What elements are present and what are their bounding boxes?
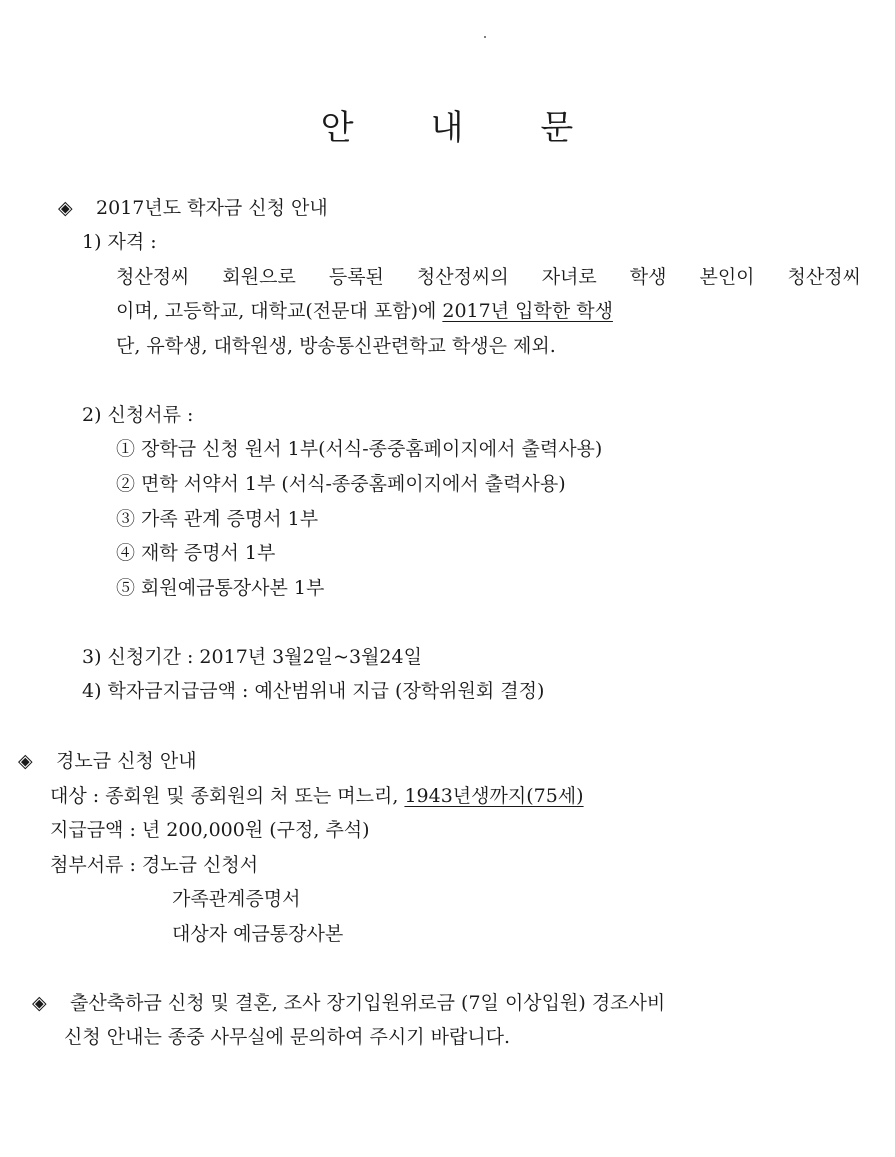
- section-text: 출산축하금 신청 및 결혼, 조사 장기입원위로금 (7일 이상입원) 경조사비: [70, 992, 666, 1014]
- section-text-line-2: 신청 안내는 종중 사무실에 문의하여 주시기 바랍니다.: [64, 1026, 511, 1048]
- text: 이며, 고등학교, 대학교(전문대 포함)에: [116, 300, 443, 322]
- word: 본인이: [699, 266, 755, 288]
- section-heading-congrats: [32, 991, 665, 1015]
- qualification-label: 1) 자격 :: [82, 231, 157, 253]
- title-char: 내: [430, 108, 465, 148]
- qualification-line-3: 단, 유학생, 대학원생, 방송통신관련학교 학생은 제외.: [116, 335, 556, 357]
- word: 청산정씨: [787, 266, 861, 288]
- document-item: ③ 가족 관계 증명서 1부: [116, 508, 319, 530]
- title-char: 문: [540, 108, 575, 148]
- document-item: ④ 재학 증명서 1부: [116, 542, 276, 564]
- documents-label: 2) 신청서류 :: [82, 404, 194, 426]
- text: 대상 : 종회원 및 종회원의 처 또는 며느리,: [50, 785, 405, 807]
- payment-amount: 4) 학자금지급금액 : 예산범위내 지급 (장학위원회 결정): [82, 680, 545, 702]
- doc-item: 가족관계증명서: [172, 888, 301, 910]
- document-item: ⑤ 회원예금통장사본 1부: [116, 577, 325, 599]
- word: 청산정씨: [116, 266, 190, 288]
- word: 학생: [629, 266, 667, 288]
- elderly-docs-line-1: [50, 853, 258, 877]
- section-heading-scholarship: [58, 196, 328, 220]
- diamond-marker-icon: ◈: [18, 750, 33, 772]
- elderly-target: [50, 784, 584, 808]
- underlined-text: 1943년생까지(75세): [404, 785, 584, 807]
- doc-item: 대상자 예금통장사본: [172, 923, 344, 945]
- scan-speck: [484, 36, 486, 38]
- diamond-marker-icon: ◈: [58, 197, 73, 219]
- qualification-line-2: [116, 299, 613, 323]
- diamond-marker-icon: ◈: [32, 992, 47, 1014]
- doc-item: 경노금 신청서: [141, 854, 259, 876]
- word: 등록된: [328, 266, 384, 288]
- word: 회원으로: [222, 266, 296, 288]
- word: 청산정씨의: [416, 266, 509, 288]
- word: 자녀로: [541, 266, 597, 288]
- title-char: 안: [320, 108, 355, 148]
- docs-label: 첨부서류 :: [50, 854, 142, 876]
- elderly-amount: 지급금액 : 년 200,000원 (구정, 추석): [50, 819, 370, 841]
- qualification-line-1: [116, 265, 861, 289]
- page-title: [0, 100, 895, 149]
- application-period: 3) 신청기간 : 2017년 3월2일~3월24일: [82, 646, 422, 668]
- section-heading-elderly: [18, 749, 197, 773]
- document-item: ② 면학 서약서 1부 (서식-종중홈페이지에서 출력사용): [116, 473, 566, 495]
- underlined-text: 2017년 입학한 학생: [442, 300, 613, 322]
- document-item: ① 장학금 신청 원서 1부(서식-종중홈페이지에서 출력사용): [116, 438, 603, 460]
- section-heading-text: 2017년도 학자금 신청 안내: [96, 197, 328, 219]
- section-heading-text: 경노금 신청 안내: [56, 750, 197, 772]
